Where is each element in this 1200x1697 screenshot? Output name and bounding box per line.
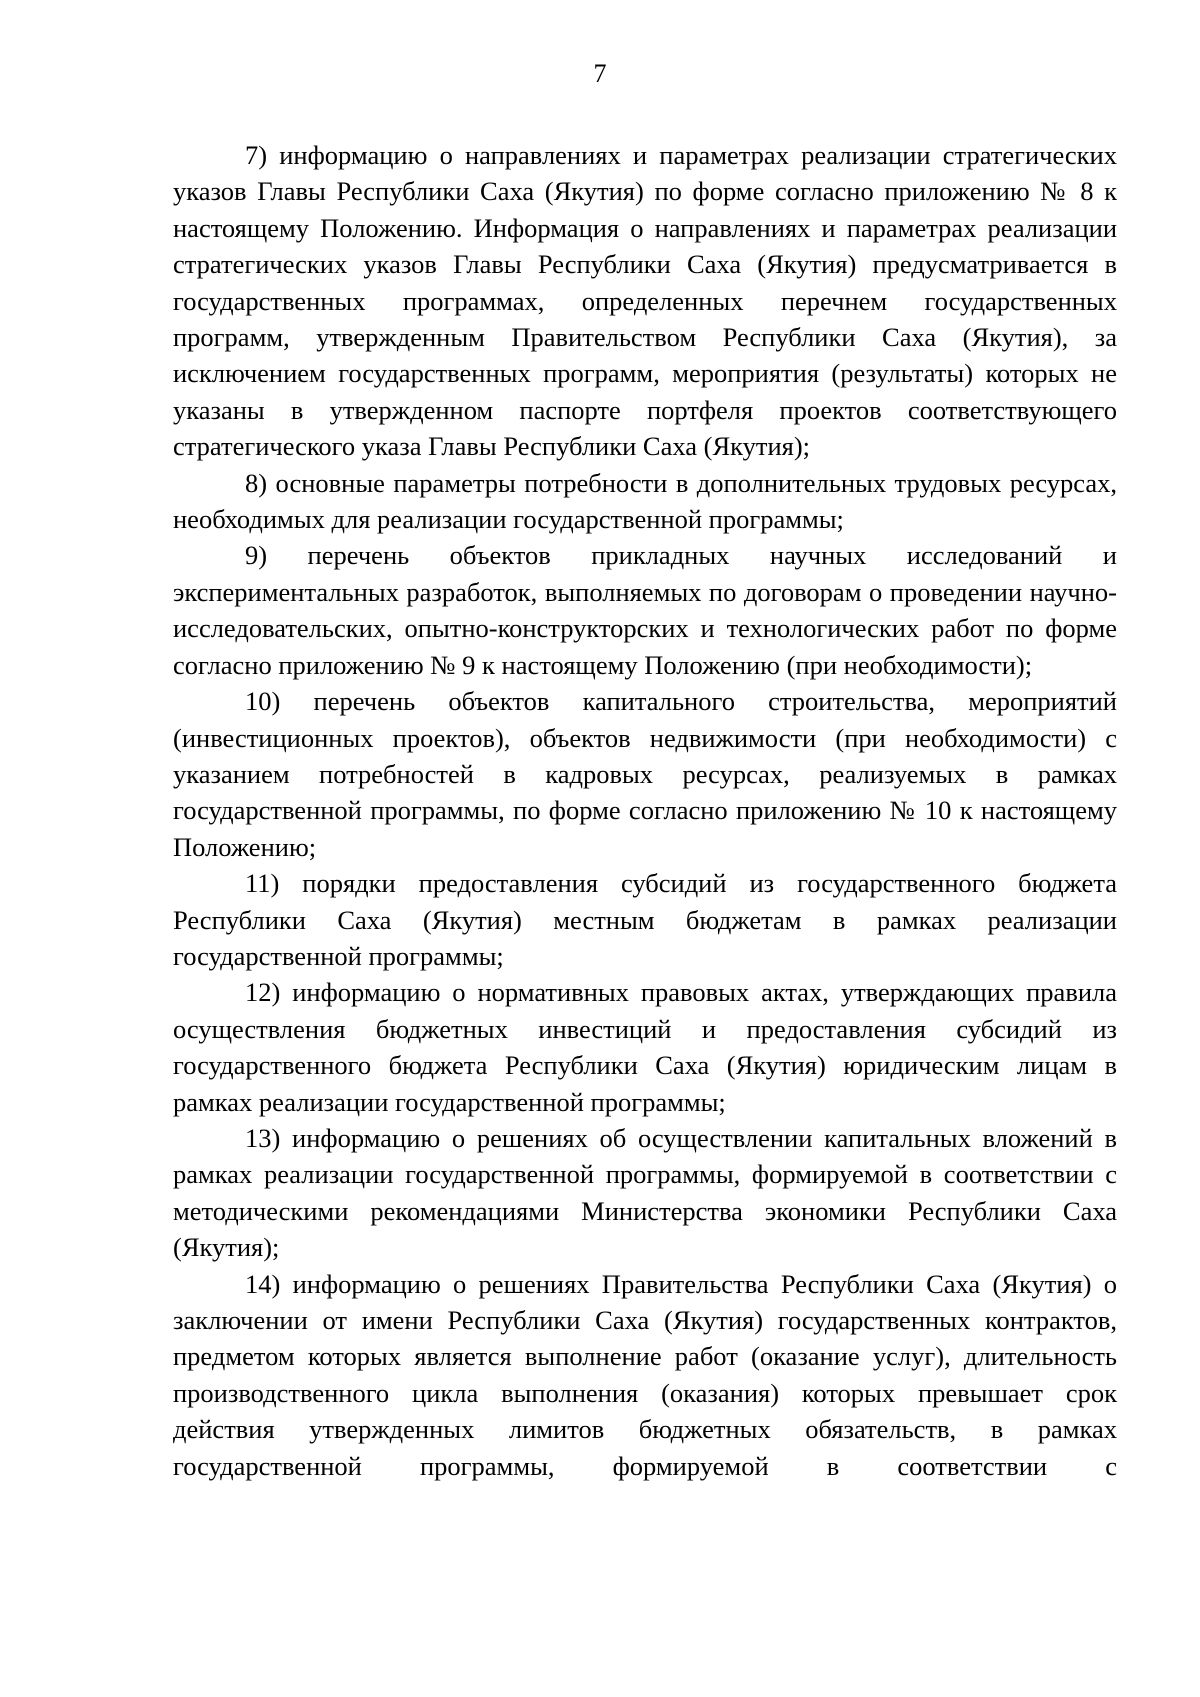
list-item-11: 11) порядки предоставления субсидий из государственного бюджета Республики Саха (Якутия) местным бюджетам в рамках реализации государственной программы; xyxy=(173,868,1117,971)
page-number: 7 xyxy=(593,59,607,88)
list-item-7: 7) информацию о направлениях и параметрах реализации стратегических указов Главы Республики Саха (Якутия) по форме согласно приложению № 8 к настоящему Положению. Информация о направлениях и параметрах реализации стратегических указов Главы Республики Саха (Якутия) предусматривается в государственных программах, определенных перечнем государственных программ, утвержденным Правительством Республики Саха (Якутия), за исключением государственных программ, мероприятия (результаты) которых не указаны в утвержденном паспорте портфеля проектов соответствующего стратегического указа Главы Республики Саха (Якутия); xyxy=(173,140,1117,462)
list-item-13: 13) информацию о решениях об осуществлении капитальных вложений в рамках реализации государственной программы, формируемой в соответствии с методическими рекомендациями Министерства экономики Республики Саха (Якутия); xyxy=(173,1122,1117,1263)
list-item-12: 12) информацию о нормативных правовых актах, утверждающих правила осуществления бюджетных инвестиций и предоставления субсидий из государственного бюджета Республики Саха (Якутия) юридическим лицам в рамках реализации государственной программы; xyxy=(173,977,1117,1117)
list-item-8: 8) основные параметры потребности в дополнительных трудовых ресурсах, необходимых для реализации государственной программы; xyxy=(173,467,1117,535)
list-item-14: 14) информацию о решениях Правительства Республики Саха (Якутия) о заключении от имени Республики Саха (Якутия) государственных контрактов, предметом которых является выполнение работ (оказание услуг), длительность производственного цикла выполнения (оказания) которых превышает срок действия утвержденных лимитов бюджетных обязательств, в рамках государственной программы, формируемой в соответствии с xyxy=(173,1268,1117,1481)
list-item-9: 9) перечень объектов прикладных научных исследований и экспериментальных разработок, выполняемых по договорам о проведении научно-исследовательских, опытно-конструкторских и технологических работ по форме согласно приложению № 9 к настоящему Положению (при необходимости); xyxy=(173,540,1117,680)
document-body xyxy=(173,137,1117,1484)
list-item-10: 10) перечень объектов капитального строительства, мероприятий (инвестиционных проектов), объектов недвижимости (при необходимости) с указанием потребностей в кадровых ресурсах, реализуемых в рамках государственной программы, по форме согласно приложению № 10 к настоящему Положению; xyxy=(173,686,1117,862)
